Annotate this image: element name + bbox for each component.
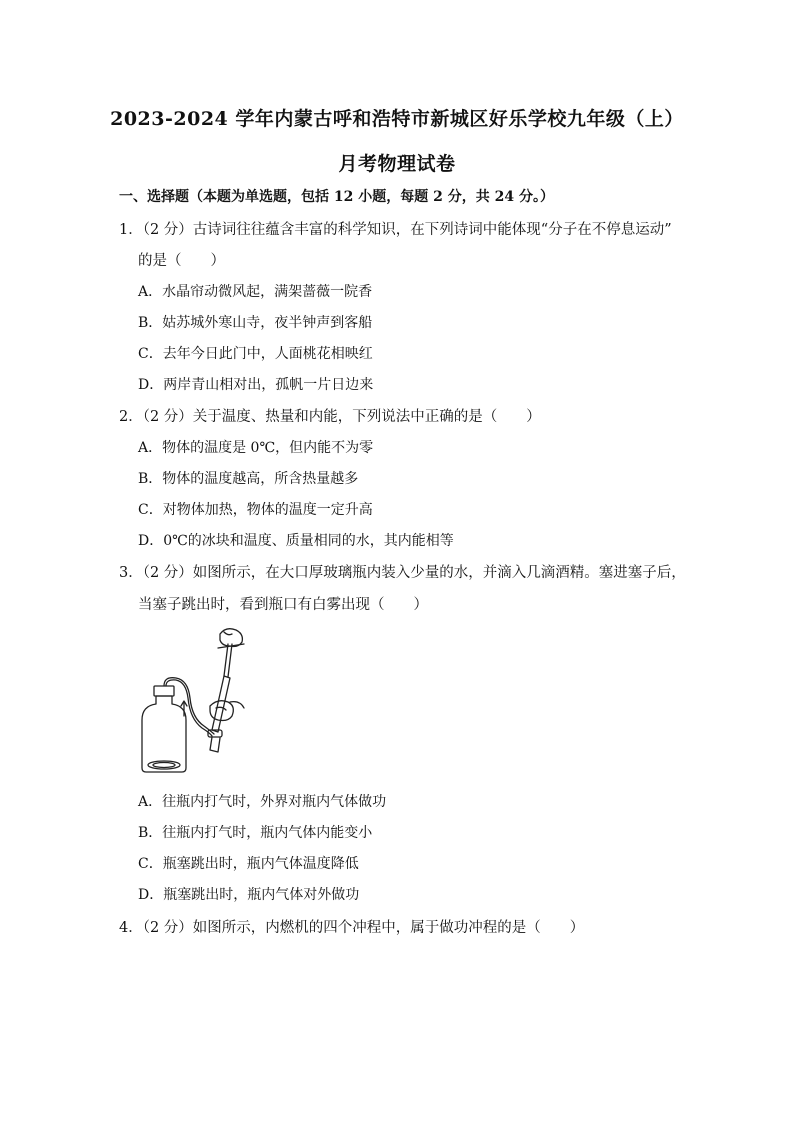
question-3-option-c: C．瓶塞跳出时，瓶内气体温度降低 bbox=[138, 856, 359, 872]
question-1-stem-line2: 的是（ ） bbox=[138, 253, 225, 269]
top-hand bbox=[220, 629, 242, 647]
question-3-option-d: D．瓶塞跳出时，瓶内气体对外做功 bbox=[138, 887, 360, 903]
pump-barrel bbox=[212, 676, 230, 732]
section-heading: 一、选择题（本题为单选题，包括 12 小题，每题 2 分，共 24 分。） bbox=[119, 189, 554, 205]
bottle-pump-figure bbox=[132, 622, 264, 778]
question-3-stem-line2: 当塞子跳出时，看到瓶口有白雾出现（ ） bbox=[138, 597, 428, 613]
exam-title-line2: 月考物理试卷 bbox=[338, 153, 456, 175]
question-3-option-a: A．往瓶内打气时，外界对瓶内气体做功 bbox=[138, 794, 387, 810]
question-3-option-b: B．往瓶内打气时，瓶内气体内能变小 bbox=[138, 825, 373, 841]
question-1-option-d: D．两岸青山相对出，孤帆一片日边来 bbox=[138, 377, 374, 393]
question-2-option-a: A．物体的温度是 0℃，但内能不为零 bbox=[138, 440, 374, 456]
question-1-stem-line1: 1．（2 分）古诗词往往蕴含丰富的科学知识，在下列诗词中能体现“分子在不停息运动” bbox=[119, 222, 672, 238]
question-3-stem-line1: 3．（2 分）如图所示，在大口厚玻璃瓶内装入少量的水，并滴入几滴酒精。塞进塞子后， bbox=[119, 565, 686, 581]
question-1-option-c: C．去年今日此门中，人面桃花相映红 bbox=[138, 346, 373, 362]
exam-title-line1: 2023-2024 学年内蒙古呼和浩特市新城区好乐学校九年级（上） bbox=[110, 108, 684, 130]
question-1-option-a: A．水晶帘动微风起，满架蔷薇一院香 bbox=[138, 284, 373, 300]
pump-rod bbox=[224, 644, 228, 676]
bottle-stopper bbox=[154, 686, 174, 696]
question-2-option-d: D．0℃的冰块和温度、质量相同的水，其内能相等 bbox=[138, 533, 454, 549]
question-2-stem: 2．（2 分）关于温度、热量和内能，下列说法中正确的是（ ） bbox=[119, 409, 541, 425]
question-4-stem: 4．（2 分）如图所示，内燃机的四个冲程中，属于做功冲程的是（ ） bbox=[119, 920, 585, 936]
question-1-option-b: B．姑苏城外寒山寺，夜半钟声到客船 bbox=[138, 315, 373, 331]
question-2-option-b: B．物体的温度越高，所含热量越多 bbox=[138, 471, 359, 487]
question-2-option-c: C．对物体加热，物体的温度一定升高 bbox=[138, 502, 373, 518]
